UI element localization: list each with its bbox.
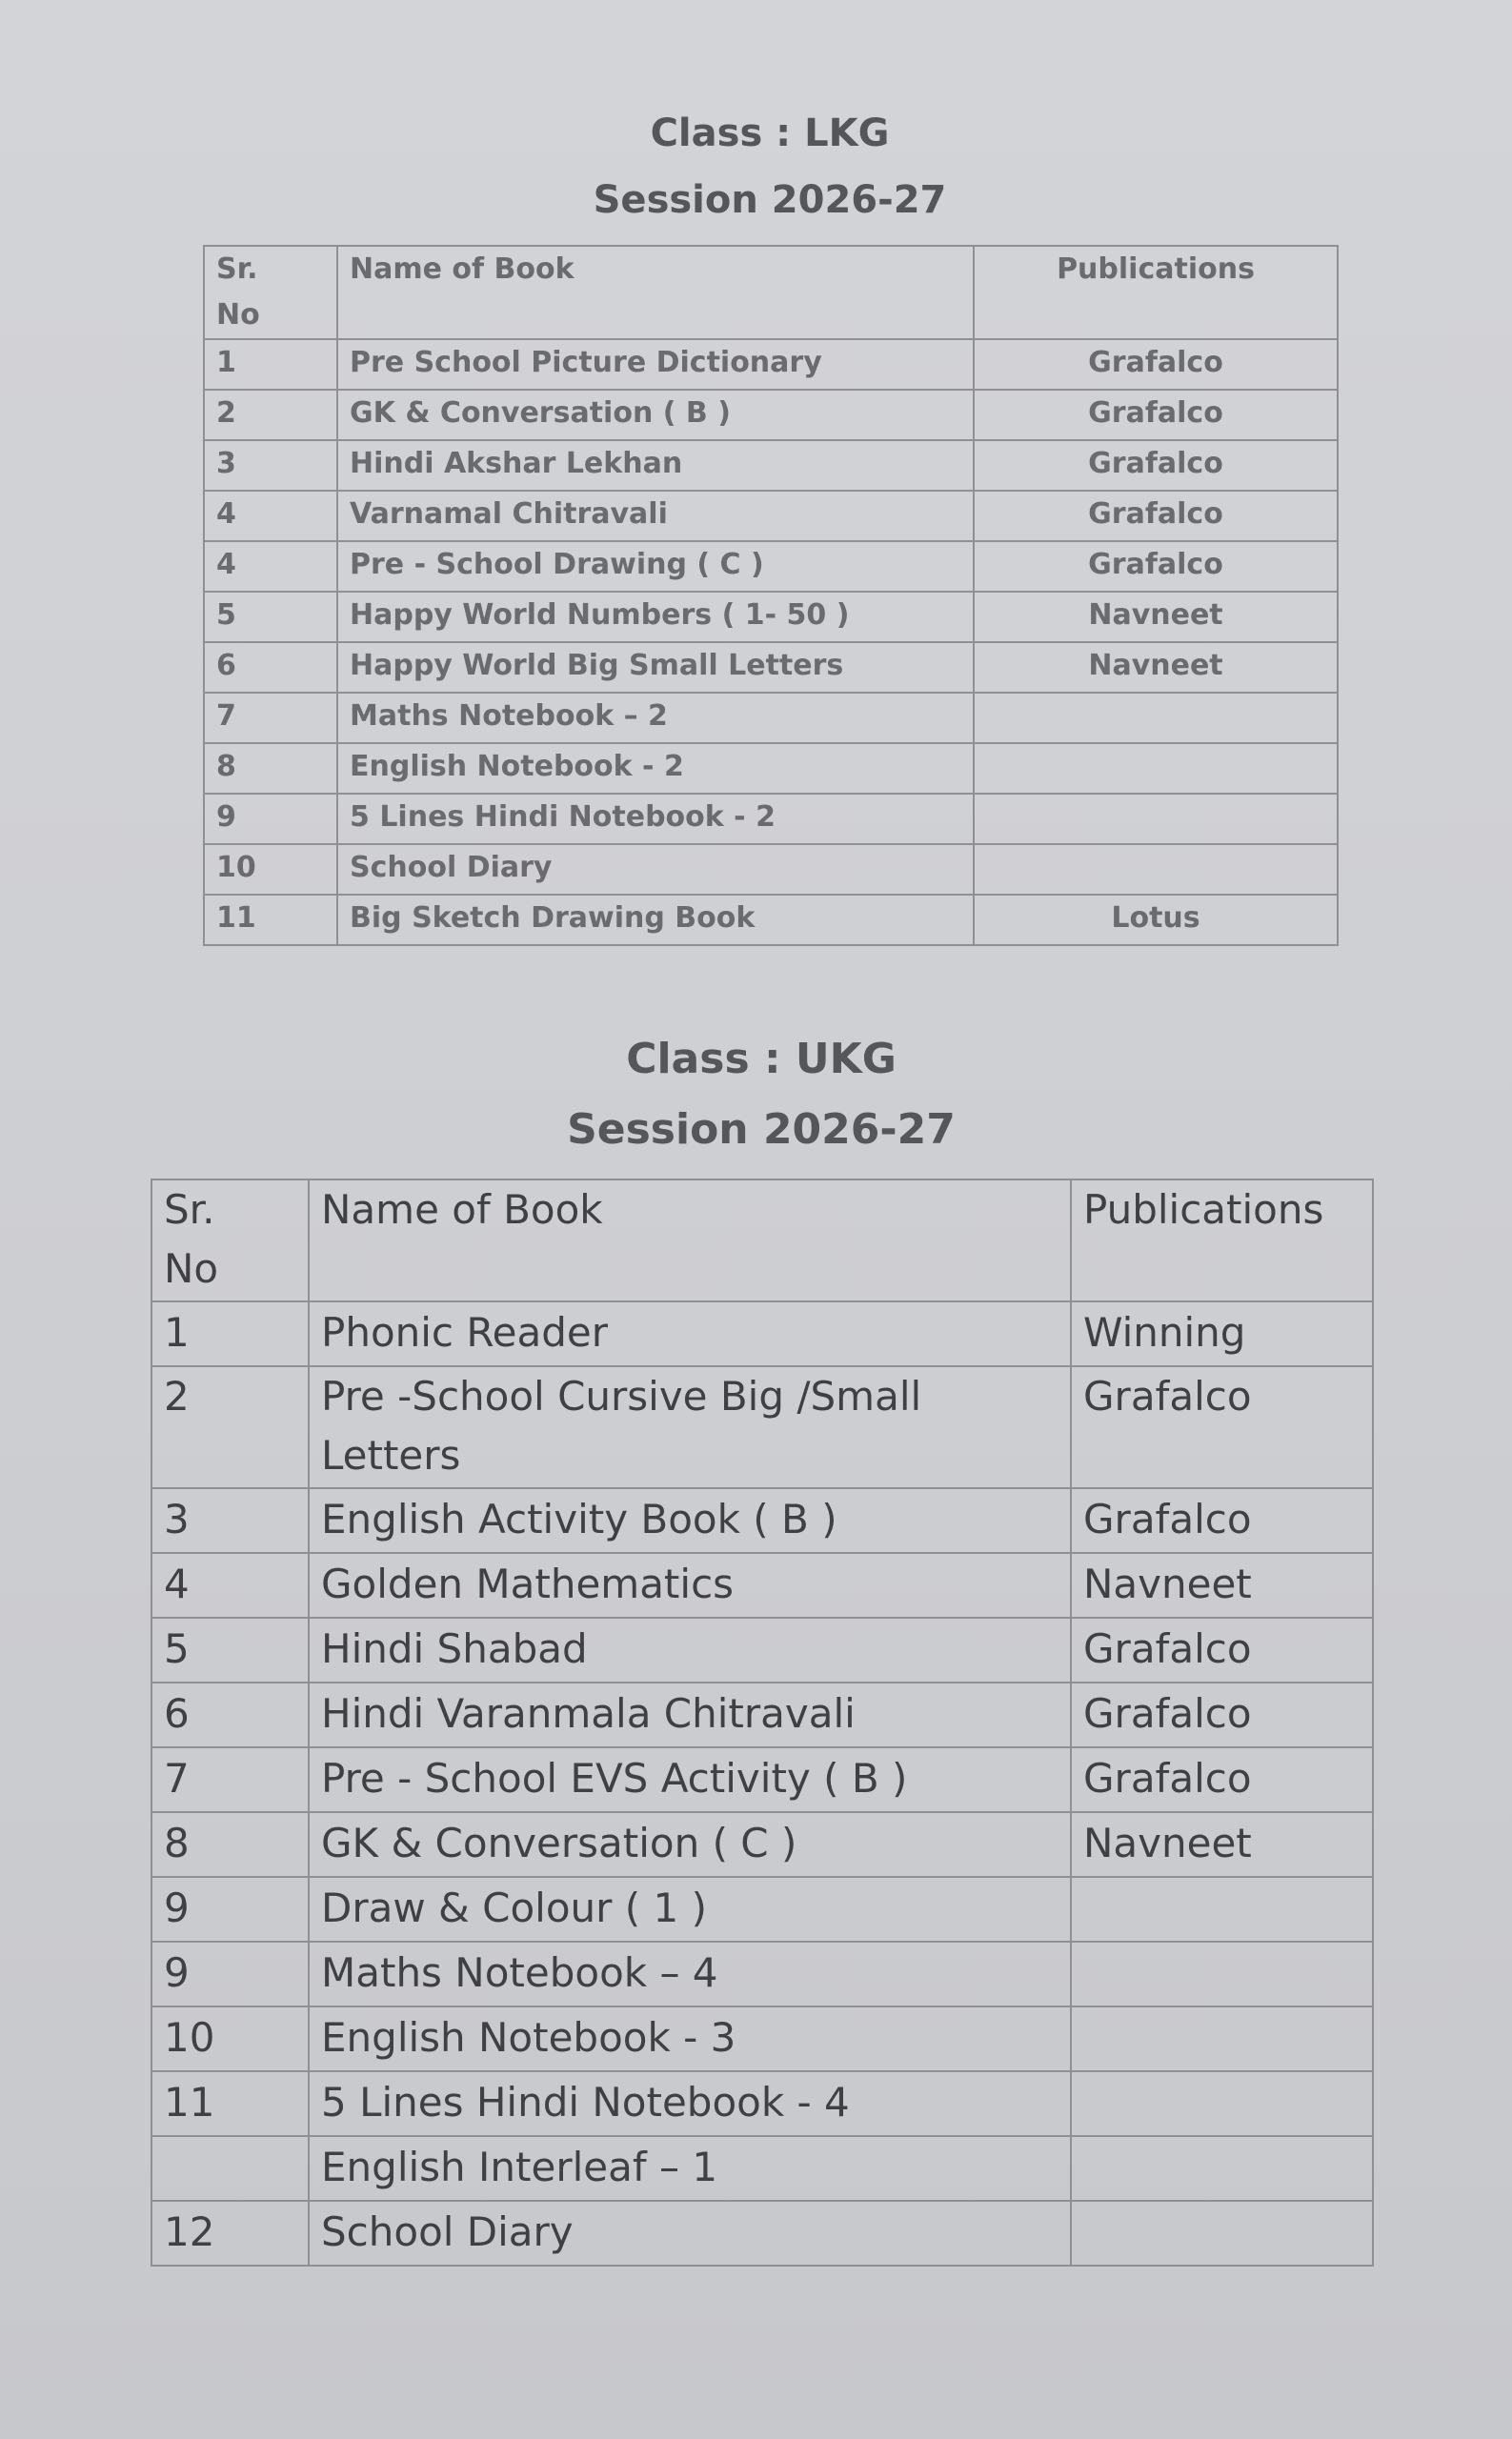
publication-cell	[974, 844, 1338, 895]
sr-no-cell: 4	[204, 541, 337, 592]
table-row	[204, 339, 1338, 390]
lkg-session: Session 2026-27	[593, 178, 947, 222]
book-name-cell: Hindi Shabad	[309, 1618, 1071, 1683]
table-row	[151, 1553, 1373, 1618]
book-name-cell: English Notebook - 2	[337, 743, 974, 794]
table-row	[151, 2201, 1373, 2266]
table-row	[204, 642, 1338, 693]
publication-cell: Grafalco	[974, 339, 1338, 390]
publication-cell: Grafalco	[974, 491, 1338, 541]
sr-no-cell: 4	[151, 1553, 309, 1618]
ukg-heading	[151, 1024, 1372, 1165]
sr-no-cell: 12	[151, 2201, 309, 2266]
table-row	[151, 1877, 1373, 1942]
sr-no-cell: 3	[204, 440, 337, 491]
sr-no-cell: 8	[151, 1812, 309, 1877]
sr-no-cell: 6	[151, 1683, 309, 1747]
book-name-cell: Big Sketch Drawing Book	[337, 895, 974, 945]
table-row	[151, 1812, 1373, 1877]
table-row	[151, 2136, 1373, 2201]
table-row	[204, 794, 1338, 844]
ukg-table-body	[151, 1301, 1373, 2266]
book-name-header: Name of Book	[309, 1179, 1071, 1301]
sr-no-cell: 10	[204, 844, 337, 895]
book-name-header: Name of Book	[337, 246, 974, 339]
book-name-cell: Pre - School Drawing ( C )	[337, 541, 974, 592]
ukg-book-table	[151, 1179, 1374, 2267]
publication-cell: Navneet	[974, 592, 1338, 642]
book-name-cell: 5 Lines Hindi Notebook - 2	[337, 794, 974, 844]
table-row	[151, 1683, 1373, 1747]
sr-no-cell: 11	[204, 895, 337, 945]
sr-no-cell: 3	[151, 1488, 309, 1553]
book-name-cell: Draw & Colour ( 1 )	[309, 1877, 1071, 1942]
publication-cell: Grafalco	[1071, 1747, 1373, 1812]
sr-no-header: Sr. No	[151, 1179, 309, 1301]
book-name-cell: Pre School Picture Dictionary	[337, 339, 974, 390]
sr-no-cell: 1	[204, 339, 337, 390]
publication-cell: Winning	[1071, 1301, 1373, 1366]
table-row	[204, 440, 1338, 491]
table-row	[151, 1301, 1373, 1366]
lkg-class-title: Class : LKG	[650, 111, 890, 155]
book-name-cell: Maths Notebook – 2	[337, 693, 974, 743]
sr-no-cell: 11	[151, 2071, 309, 2136]
book-name-cell: Hindi Varanmala Chitravali	[309, 1683, 1071, 1747]
table-row	[204, 541, 1338, 592]
table-row	[204, 693, 1338, 743]
sr-no-cell: 6	[204, 642, 337, 693]
publication-cell	[974, 693, 1338, 743]
table-row	[204, 592, 1338, 642]
book-name-cell: Happy World Numbers ( 1- 50 )	[337, 592, 974, 642]
table-row	[204, 743, 1338, 794]
book-name-cell: Pre - School EVS Activity ( B )	[309, 1747, 1071, 1812]
sr-no-header: Sr. No	[204, 246, 337, 339]
book-name-cell: Varnamal Chitravali	[337, 491, 974, 541]
sr-no-cell: 8	[204, 743, 337, 794]
publications-header: Publications	[1071, 1179, 1373, 1301]
sr-no-cell: 10	[151, 2006, 309, 2071]
table-row	[151, 1747, 1373, 1812]
table-header-row	[151, 1179, 1373, 1301]
lkg-table-body	[204, 339, 1338, 945]
table-row	[204, 895, 1338, 945]
book-name-cell: Golden Mathematics	[309, 1553, 1071, 1618]
publication-cell: Grafalco	[974, 541, 1338, 592]
publication-cell	[974, 794, 1338, 844]
publication-cell: Grafalco	[974, 440, 1338, 491]
ukg-session: Session 2026-27	[567, 1105, 956, 1154]
table-row	[151, 1942, 1373, 2006]
table-row	[204, 491, 1338, 541]
lkg-book-table	[203, 245, 1339, 946]
sr-no-cell: 7	[204, 693, 337, 743]
table-row	[204, 844, 1338, 895]
ukg-section	[151, 1024, 1372, 2267]
publication-cell: Grafalco	[1071, 1683, 1373, 1747]
publication-cell: Lotus	[974, 895, 1338, 945]
publication-cell	[1071, 1877, 1373, 1942]
table-row	[151, 1366, 1373, 1488]
sr-no-cell: 5	[204, 592, 337, 642]
publication-cell: Navneet	[1071, 1553, 1373, 1618]
publication-cell	[1071, 2136, 1373, 2201]
book-name-cell: Phonic Reader	[309, 1301, 1071, 1366]
publication-cell: Navneet	[1071, 1812, 1373, 1877]
publication-cell: Grafalco	[1071, 1618, 1373, 1683]
book-name-cell: English Notebook - 3	[309, 2006, 1071, 2071]
publication-cell	[974, 743, 1338, 794]
publication-cell: Grafalco	[1071, 1366, 1373, 1488]
sr-no-cell: 2	[204, 390, 337, 440]
ukg-class-title: Class : UKG	[626, 1035, 897, 1083]
table-row	[151, 1618, 1373, 1683]
sr-no-cell: 5	[151, 1618, 309, 1683]
book-name-cell: Happy World Big Small Letters	[337, 642, 974, 693]
publication-cell	[1071, 2201, 1373, 2266]
book-name-cell: GK & Conversation ( C )	[309, 1812, 1071, 1877]
book-name-cell: English Interleaf – 1	[309, 2136, 1071, 2201]
book-name-cell: Hindi Akshar Lekhan	[337, 440, 974, 491]
sr-no-cell: 9	[204, 794, 337, 844]
book-name-cell: Maths Notebook – 4	[309, 1942, 1071, 2006]
sr-no-cell: 2	[151, 1366, 309, 1488]
book-name-cell: GK & Conversation ( B )	[337, 390, 974, 440]
table-row	[151, 2006, 1373, 2071]
table-row	[151, 1488, 1373, 1553]
sr-no-cell	[151, 2136, 309, 2201]
sr-no-cell: 7	[151, 1747, 309, 1812]
book-name-cell: School Diary	[337, 844, 974, 895]
sr-no-cell: 9	[151, 1877, 309, 1942]
book-name-cell: Pre -School Cursive Big /Small Letters	[309, 1366, 1071, 1488]
publication-cell: Grafalco	[974, 390, 1338, 440]
publication-cell: Navneet	[974, 642, 1338, 693]
sr-no-cell: 4	[204, 491, 337, 541]
book-name-cell: English Activity Book ( B )	[309, 1488, 1071, 1553]
publications-header: Publications	[974, 246, 1338, 339]
publication-cell	[1071, 1942, 1373, 2006]
sr-no-cell: 1	[151, 1301, 309, 1366]
book-name-cell: School Diary	[309, 2201, 1071, 2266]
book-name-cell: 5 Lines Hindi Notebook - 4	[309, 2071, 1071, 2136]
sr-no-cell: 9	[151, 1942, 309, 2006]
lkg-section	[203, 100, 1337, 946]
publication-cell: Grafalco	[1071, 1488, 1373, 1553]
table-row	[151, 2071, 1373, 2136]
table-header-row	[204, 246, 1338, 339]
publication-cell	[1071, 2071, 1373, 2136]
lkg-heading	[203, 100, 1337, 233]
table-row	[204, 390, 1338, 440]
publication-cell	[1071, 2006, 1373, 2071]
